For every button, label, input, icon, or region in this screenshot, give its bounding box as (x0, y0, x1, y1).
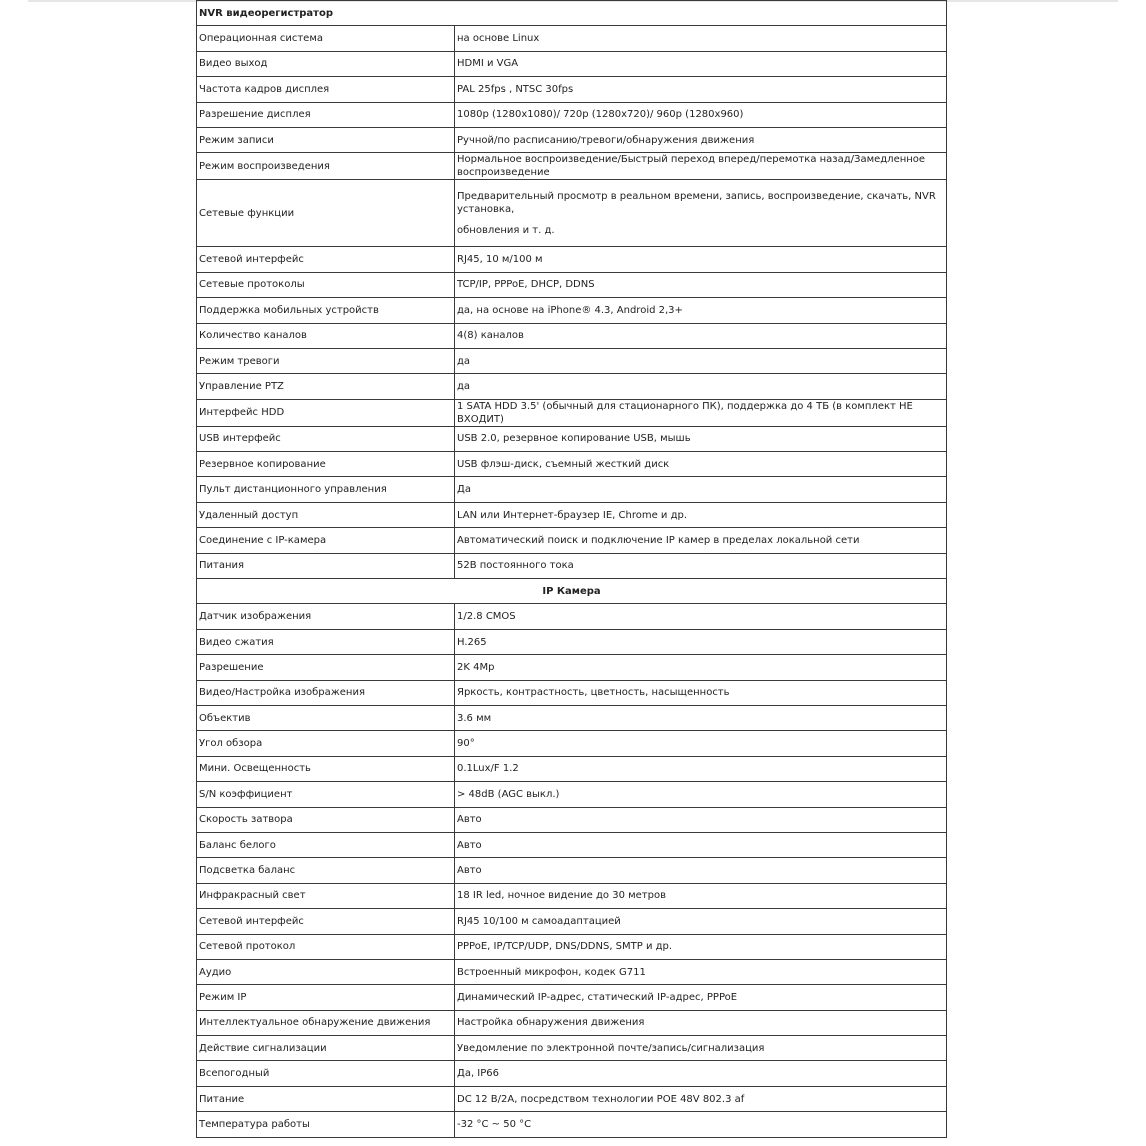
camera-section-header (197, 579, 947, 604)
spec-label: Режим IP (197, 985, 455, 1010)
table-row (197, 323, 947, 348)
table-row (197, 909, 947, 934)
table-row (197, 528, 947, 553)
table-row (197, 655, 947, 680)
spec-label: Удаленный доступ (197, 502, 455, 527)
spec-value: да (455, 374, 947, 399)
spec-value: DC 12 В/2A, посредством технологии POE 48V 802.3 af (455, 1086, 947, 1111)
spec-value: Нормальное воспроизведение/Быстрый переход вперед/перемотка назад/Замедленное воспроизведение (455, 153, 947, 180)
spec-value: 2K 4Mp (455, 655, 947, 680)
spec-label: USB интерфейс (197, 426, 455, 451)
table-row (197, 731, 947, 756)
spec-label: Мини. Освещенность (197, 756, 455, 781)
table-row (197, 629, 947, 654)
spec-label: Питания (197, 553, 455, 578)
spec-label: Сетевой протокол (197, 934, 455, 959)
camera-section-title: IP Камера (197, 579, 947, 604)
table-row (197, 26, 947, 51)
spec-value: да (455, 348, 947, 373)
spec-value: HDMI и VGA (455, 51, 947, 76)
table-row (197, 705, 947, 730)
spec-label: Режим воспроизведения (197, 153, 455, 180)
spec-table (196, 0, 947, 1138)
spec-label: Операционная система (197, 26, 455, 51)
spec-label: Пульт дистанционного управления (197, 477, 455, 502)
spec-label: Поддержка мобильных устройств (197, 298, 455, 323)
spec-label: Всепогодный (197, 1061, 455, 1086)
spec-label: Режим тревоги (197, 348, 455, 373)
table-row (197, 426, 947, 451)
spec-value: LAN или Интернет-браузер IE, Chrome и др. (455, 502, 947, 527)
spec-label: Интеллектуальное обнаружение движения (197, 1010, 455, 1035)
spec-value: -32 °C ~ 50 °C (455, 1112, 947, 1137)
table-row (197, 858, 947, 883)
spec-value: Авто (455, 832, 947, 857)
spec-value-line: обновления и т. д. (457, 224, 555, 236)
table-row (197, 1010, 947, 1035)
spec-value: Автоматический поиск и подключение IP камер в пределах локальной сети (455, 528, 947, 553)
spec-value: Авто (455, 807, 947, 832)
table-row (197, 51, 947, 76)
nvr-section-title: NVR видеорегистратор (197, 1, 947, 26)
spec-label: Сетевой интерфейс (197, 247, 455, 272)
table-row (197, 102, 947, 127)
spec-value: 1 SATA HDD 3.5' (обычный для стационарного ПК), поддержка до 4 ТБ (в комплект НЕ ВХОДИТ) (455, 399, 947, 426)
spec-value: H.265 (455, 629, 947, 654)
table-row (197, 180, 947, 247)
table-row (197, 959, 947, 984)
spec-label: Подсветка баланс (197, 858, 455, 883)
table-row (197, 452, 947, 477)
table-row (197, 374, 947, 399)
spec-value: PAL 25fps , NTSC 30fps (455, 77, 947, 102)
table-row (197, 477, 947, 502)
spec-label: Действие сигнализации (197, 1036, 455, 1061)
spec-label: Разрешение (197, 655, 455, 680)
spec-value: RJ45 10/100 м самоадаптацией (455, 909, 947, 934)
spec-value: PPPoE, IP/TCP/UDP, DNS/DDNS, SMTP и др. (455, 934, 947, 959)
table-row (197, 807, 947, 832)
table-row (197, 502, 947, 527)
spec-value: 1/2.8 CMOS (455, 604, 947, 629)
spec-value: Авто (455, 858, 947, 883)
spec-value: USB 2.0, резервное копирование USB, мышь (455, 426, 947, 451)
table-row (197, 553, 947, 578)
spec-value: 3.6 мм (455, 705, 947, 730)
spec-value: Ручной/по расписанию/тревоги/обнаружения движения (455, 127, 947, 152)
spec-label: Видео сжатия (197, 629, 455, 654)
table-row (197, 1061, 947, 1086)
spec-label: Интерфейс HDD (197, 399, 455, 426)
spec-value: 0.1Lux/F 1.2 (455, 756, 947, 781)
spec-label: Датчик изображения (197, 604, 455, 629)
table-row (197, 1112, 947, 1137)
spec-value: Динамический IP-адрес, статический IP-адрес, PPPoE (455, 985, 947, 1010)
spec-label: Разрешение дисплея (197, 102, 455, 127)
spec-label: Аудио (197, 959, 455, 984)
spec-label: Скорость затвора (197, 807, 455, 832)
table-row (197, 604, 947, 629)
table-row (197, 77, 947, 102)
spec-value: 90° (455, 731, 947, 756)
table-row (197, 985, 947, 1010)
table-row (197, 832, 947, 857)
spec-value: Да (455, 477, 947, 502)
spec-label: Количество каналов (197, 323, 455, 348)
spec-table-body (197, 1, 947, 1138)
spec-label: Режим записи (197, 127, 455, 152)
spec-label: Видео выход (197, 51, 455, 76)
spec-label: Угол обзора (197, 731, 455, 756)
spec-label: Температура работы (197, 1112, 455, 1137)
spec-value: > 48dB (AGC выкл.) (455, 782, 947, 807)
spec-label: Инфракрасный свет (197, 883, 455, 908)
spec-label: Питание (197, 1086, 455, 1111)
spec-label: Соединение с IP-камера (197, 528, 455, 553)
spec-value: Настройка обнаружения движения (455, 1010, 947, 1035)
spec-label: Сетевые функции (197, 180, 455, 247)
spec-value: TCP/IP, PPPoE, DHCP, DDNS (455, 272, 947, 297)
line-gap (457, 216, 944, 224)
spec-label: Резервное копирование (197, 452, 455, 477)
spec-label: Управление PTZ (197, 374, 455, 399)
spec-value: Уведомление по электронной почте/запись/сигнализация (455, 1036, 947, 1061)
spec-value (455, 180, 947, 247)
table-row (197, 756, 947, 781)
spec-value: RJ45, 10 м/100 м (455, 247, 947, 272)
spec-label: Частота кадров дисплея (197, 77, 455, 102)
spec-value: 1080p (1280x1080)/ 720p (1280x720)/ 960p (1280x960) (455, 102, 947, 127)
spec-value: Да, IP66 (455, 1061, 947, 1086)
spec-label: Сетевые протоколы (197, 272, 455, 297)
spec-value-line: Предварительный просмотр в реальном времени, запись, воспроизведение, скачать, NVR установка, (457, 190, 936, 215)
table-row (197, 1086, 947, 1111)
spec-label: Видео/Настройка изображения (197, 680, 455, 705)
spec-value: USB флэш-диск, съемный жесткий диск (455, 452, 947, 477)
table-row (197, 1036, 947, 1061)
table-row (197, 680, 947, 705)
table-row (197, 127, 947, 152)
spec-value: 18 IR led, ночное видение до 30 метров (455, 883, 947, 908)
spec-label: Объектив (197, 705, 455, 730)
spec-value: 4(8) каналов (455, 323, 947, 348)
table-row (197, 348, 947, 373)
spec-label: Сетевой интерфейс (197, 909, 455, 934)
nvr-section-header (197, 1, 947, 26)
table-row (197, 782, 947, 807)
table-row (197, 399, 947, 426)
table-row (197, 272, 947, 297)
table-row (197, 247, 947, 272)
table-row (197, 298, 947, 323)
spec-value: да, на основе на iPhone® 4.3, Android 2,3+ (455, 298, 947, 323)
spec-value: на основе Linux (455, 26, 947, 51)
spec-label: Баланс белого (197, 832, 455, 857)
spec-label: S/N коэффициент (197, 782, 455, 807)
table-row (197, 934, 947, 959)
table-row (197, 153, 947, 180)
table-row (197, 883, 947, 908)
spec-value: 52В постоянного тока (455, 553, 947, 578)
spec-value: Встроенный микрофон, кодек G711 (455, 959, 947, 984)
spec-value: Яркость, контрастность, цветность, насыщенность (455, 680, 947, 705)
